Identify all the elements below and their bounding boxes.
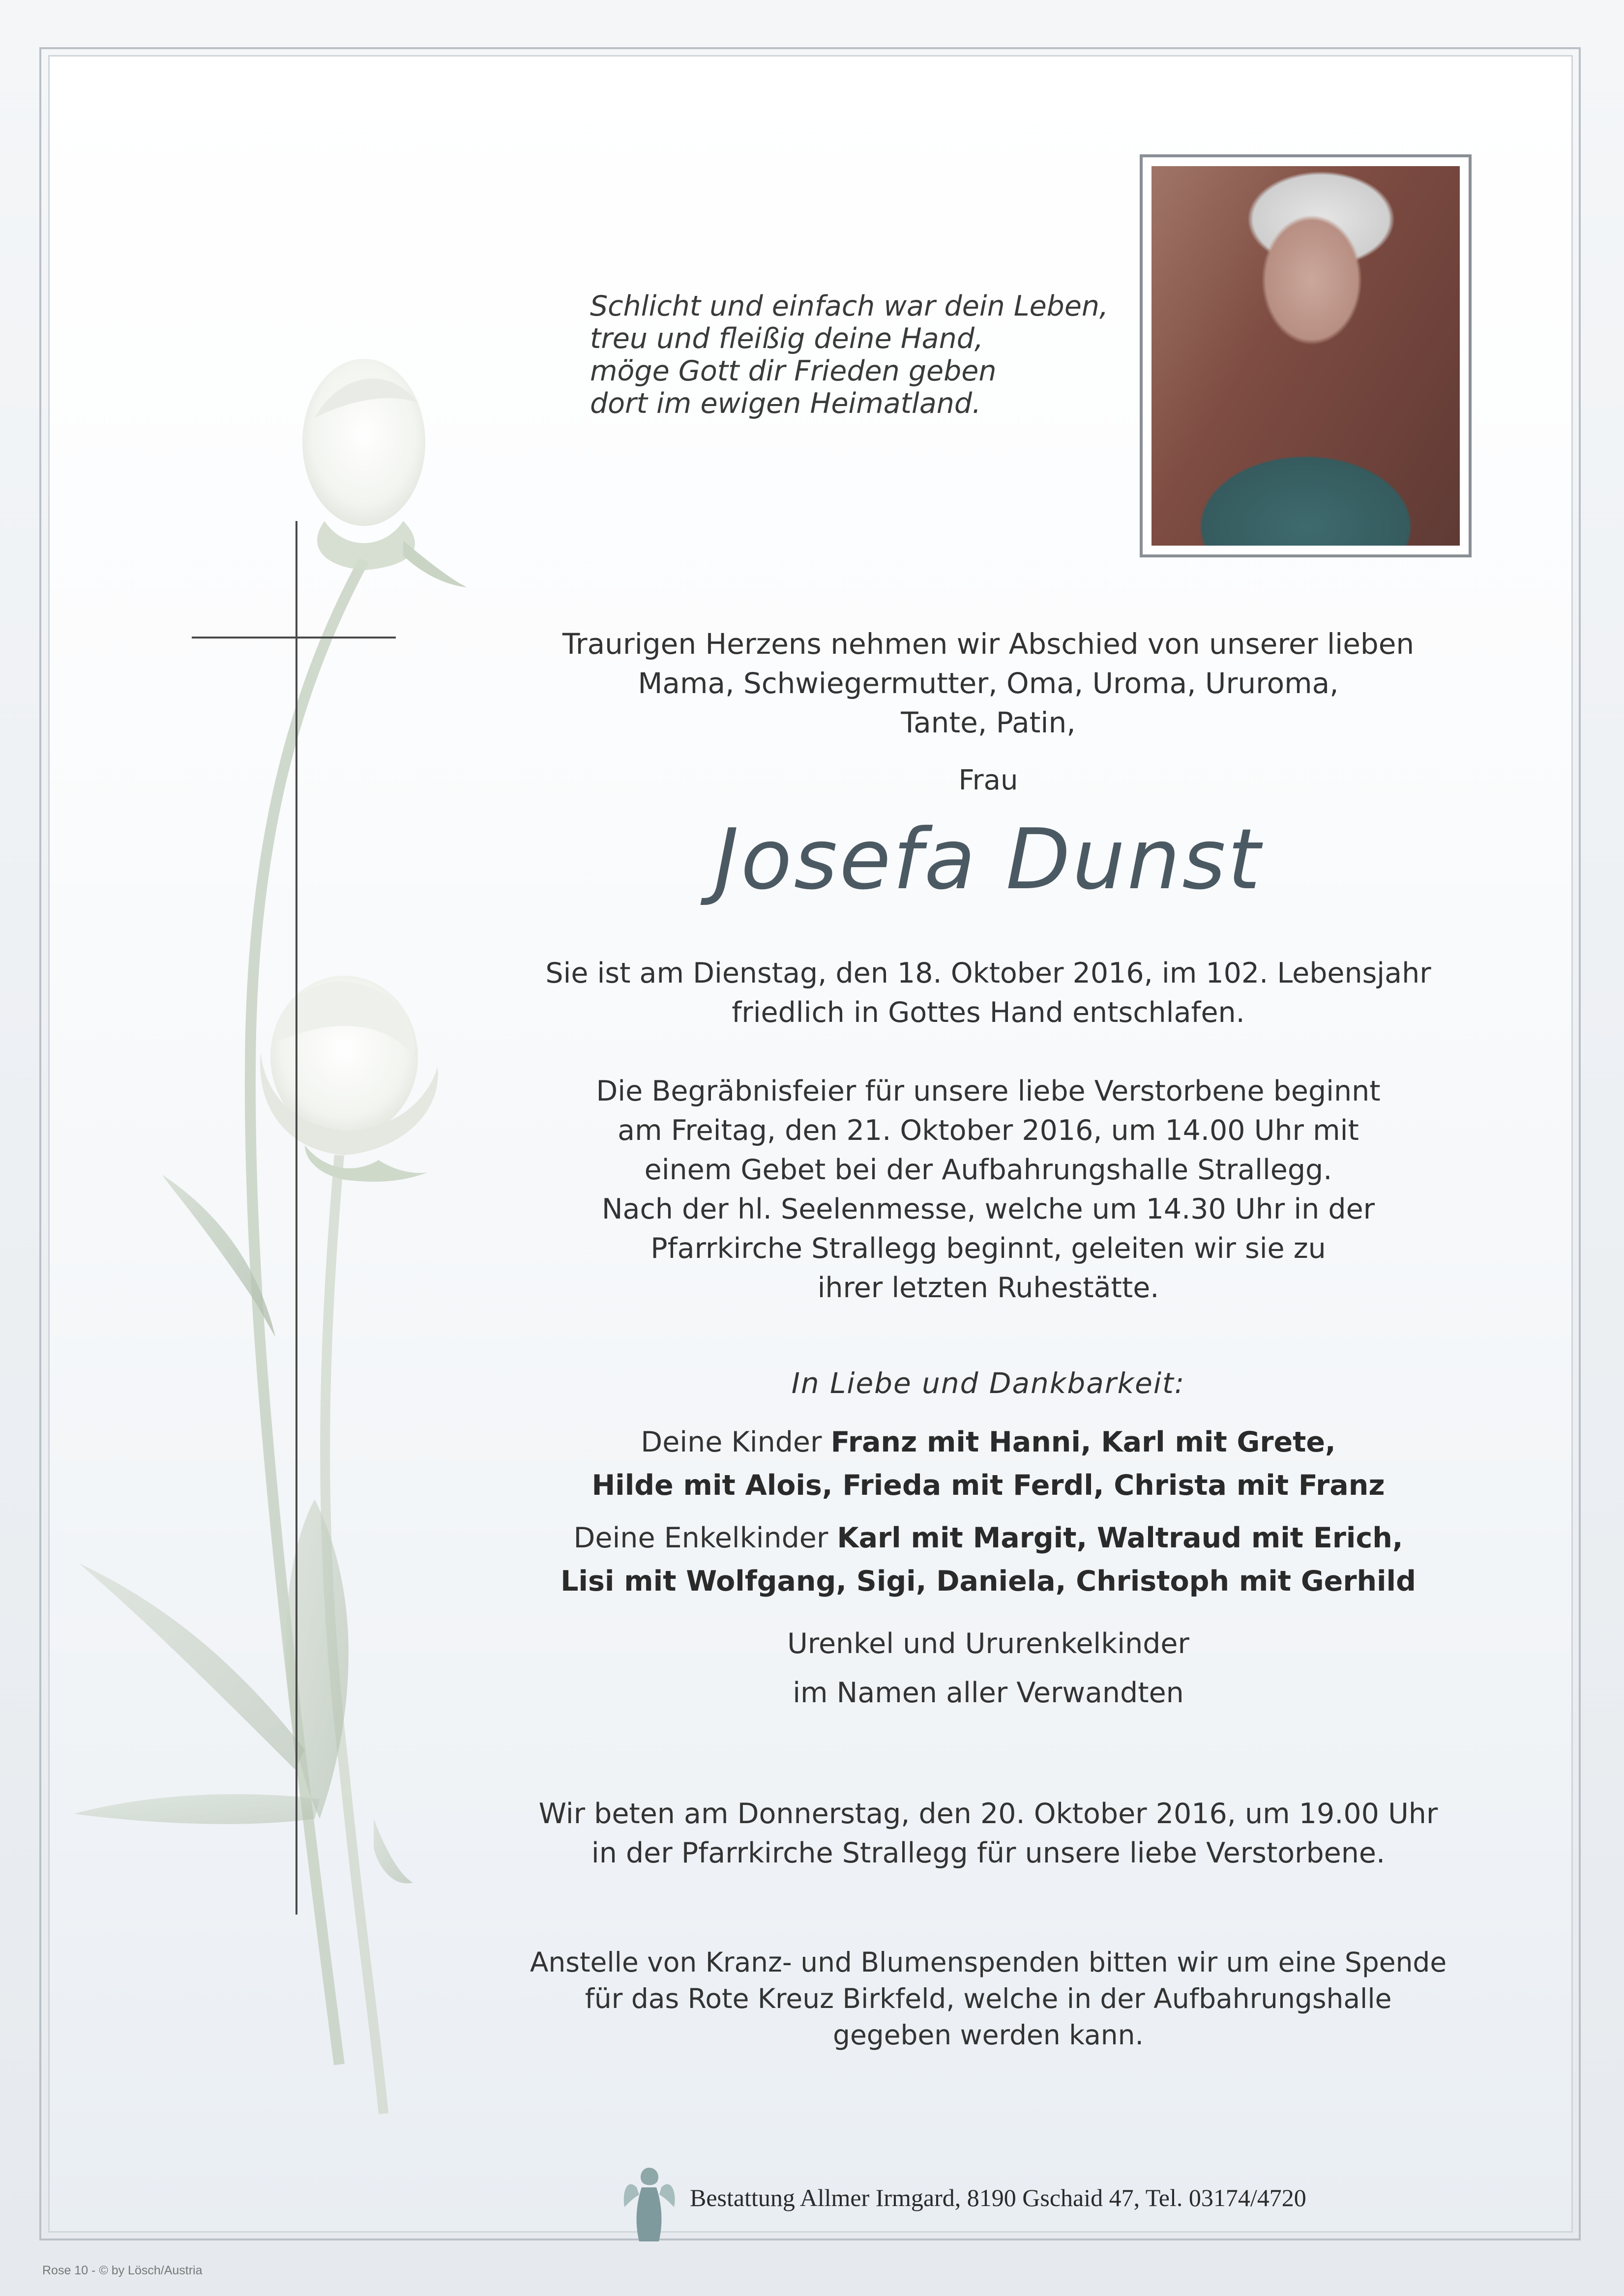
- death-line: Sie ist am Dienstag, den 18. Oktober 2016, im 102. Lebensjahr: [545, 957, 1431, 989]
- footer: [617, 2158, 1453, 2246]
- funeral-line: am Freitag, den 21. Oktober 2016, um 14.00 Uhr mit: [618, 1114, 1359, 1147]
- death-notice: [467, 954, 1509, 1032]
- donation-line: gegeben werden kann.: [833, 2019, 1144, 2051]
- intro-text: [467, 624, 1509, 742]
- salutation: Frau: [958, 764, 1018, 796]
- great-grandchildren: Urenkel und Ururenkelkinder: [787, 1628, 1189, 1660]
- grandchildren-names: Karl mit Margit, Waltraud mit Erich,: [837, 1522, 1403, 1554]
- portrait-photo: [1152, 166, 1460, 546]
- angel-icon: [617, 2158, 681, 2246]
- mourners-heading: In Liebe und Dankbarkeit:: [791, 1366, 1185, 1400]
- deceased-name: Josefa Dunst: [714, 811, 1263, 908]
- poem-line: Schlicht und einfach war dein Leben,: [590, 290, 1109, 322]
- poem: [590, 290, 1131, 420]
- intro-line: Traurigen Herzens nehmen wir Abschied von unserer lieben: [562, 627, 1415, 661]
- copyright-notice: Rose 10 - © by Lösch/Austria: [42, 2264, 203, 2277]
- children-list: [467, 1421, 1509, 1507]
- funeral-line: Pfarrkirche Strallegg beginnt, geleiten wir sie zu: [650, 1232, 1326, 1265]
- death-line: friedlich in Gottes Hand entschlafen.: [732, 996, 1245, 1029]
- funeral-line: ihrer letzten Ruhestätte.: [817, 1272, 1159, 1304]
- children-names: Franz mit Hanni, Karl mit Grete,: [830, 1426, 1336, 1458]
- donation-line: für das Rote Kreuz Birkfeld, welche in der Aufbahrungshalle: [585, 1983, 1392, 2014]
- intro-line: Mama, Schwiegermutter, Oma, Uroma, Ururoma,: [638, 667, 1339, 700]
- poem-line: treu und fleißig deine Hand,: [590, 322, 984, 355]
- prayer-notice: [467, 1794, 1509, 1873]
- prayer-line: Wir beten am Donnerstag, den 20. Oktober 2016, um 19.00 Uhr: [538, 1798, 1438, 1830]
- relatives: im Namen aller Verwandten: [793, 1677, 1184, 1709]
- funeral-line: Die Begräbnisfeier für unsere liebe Verstorbene beginnt: [596, 1075, 1381, 1107]
- children-names: Hilde mit Alois, Frieda mit Ferdl, Christa mit Franz: [591, 1469, 1385, 1502]
- intro-line: Tante, Patin,: [901, 706, 1076, 739]
- portrait-frame: [1140, 154, 1472, 557]
- grandchildren-prefix: Deine Enkelkinder: [573, 1522, 837, 1554]
- grandchildren-list: [467, 1516, 1509, 1603]
- funeral-line: Nach der hl. Seelenmesse, welche um 14.30 Uhr in der: [601, 1193, 1375, 1225]
- poem-line: möge Gott dir Frieden geben: [590, 355, 997, 387]
- donation-line: Anstelle von Kranz- und Blumenspenden bitten wir um eine Spende: [530, 1947, 1447, 1978]
- prayer-line: in der Pfarrkirche Strallegg für unsere liebe Verstorbene.: [591, 1837, 1386, 1869]
- poem-line: dort im ewigen Heimatland.: [590, 387, 981, 420]
- donation-notice: [467, 1944, 1509, 2053]
- undertaker-info: Bestattung Allmer Irmgard, 8190 Gschaid 47, Tel. 03174/4720: [690, 2184, 1306, 2211]
- funeral-line: einem Gebet bei der Aufbahrungshalle Strallegg.: [644, 1154, 1332, 1186]
- funeral-details: [467, 1072, 1509, 1308]
- grandchildren-names: Lisi mit Wolfgang, Sigi, Daniela, Christoph mit Gerhild: [561, 1565, 1416, 1598]
- children-prefix: Deine Kinder: [641, 1426, 831, 1458]
